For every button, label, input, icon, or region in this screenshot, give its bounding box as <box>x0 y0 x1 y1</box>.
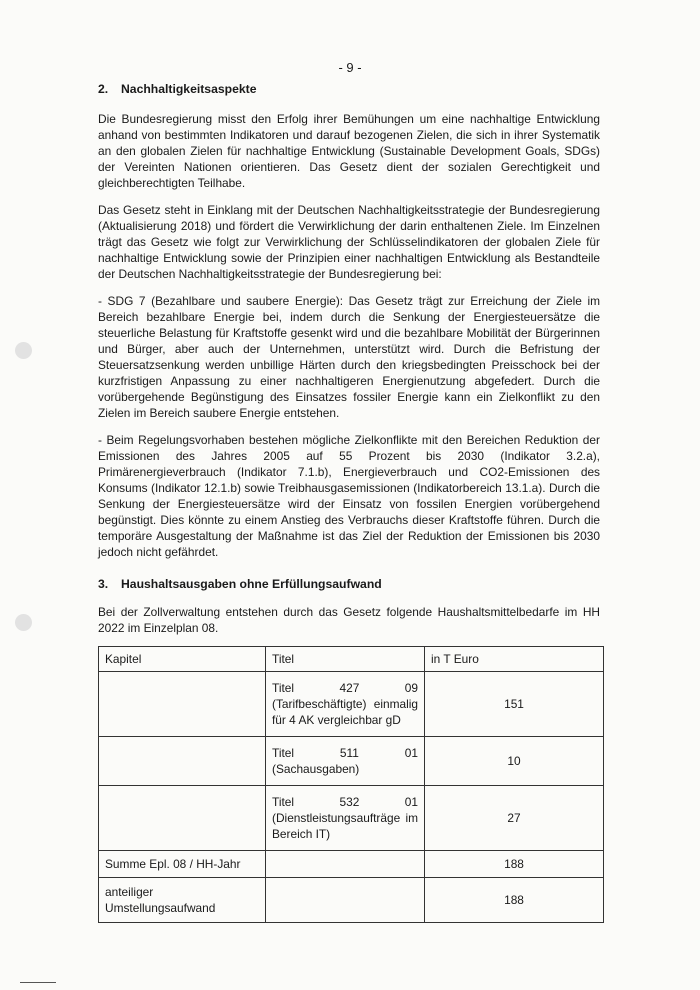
section-title: Haushaltsausgaben ohne Erfüllungsaufwand <box>121 577 382 591</box>
section-number: 3. <box>98 577 109 591</box>
cell-titel <box>266 878 425 923</box>
cell-titel <box>266 851 425 878</box>
paragraph: - SDG 7 (Bezahlbare und saubere Energie): Das Gesetz trägt zur Erreichung der Ziele im Bereich bezahlbare Energie bei, indem durch die Senkung der Energiesteuersätze die steuerliche Belastung für Kraftstoffe gesenkt wird und die bezahlbare Mobilität der Bürgerinnen und Bürger, aber auch der Unternehmen, unterstützt wird. Durch die Befristung der Steuersatzsenkung werden unbillige Härten durch den kriegsbedingten Preisschock bei der kurzfristigen Anpassung zu einer nachhaltigeren Energienutzung abgefedert. Durch die vorübergehende Begünstigung des Einsatzes fossiler Energie kann ein Zielkonflikt zu den Zielen im Bereich saubere Energie entstehen. <box>98 294 600 420</box>
paragraph: Bei der Zollverwaltung entstehen durch das Gesetz folgende Haushaltsmittelbedarfe im HH 2022 im Einzelplan 08. <box>98 605 600 635</box>
cell-kapitel <box>99 786 266 851</box>
cell-kapitel: anteiliger Umstellungsaufwand <box>99 878 266 923</box>
header-kapitel: Kapitel <box>99 647 266 672</box>
section-title: Nachhaltigkeitsaspekte <box>121 82 257 96</box>
cell-titel: Titel 427 09 (Tarifbeschäftigte) einmalig für 4 AK vergleichbar gD <box>266 672 425 737</box>
page-content <box>98 81 600 923</box>
table-row <box>99 878 604 923</box>
cell-kapitel <box>99 672 266 737</box>
cell-betrag: 27 <box>425 786 604 851</box>
section-number: 2. <box>98 82 109 96</box>
section-2-heading <box>98 81 600 97</box>
header-titel: Titel <box>266 647 425 672</box>
cell-betrag: 10 <box>425 737 604 786</box>
paragraph: Das Gesetz steht in Einklang mit der Deutschen Nachhaltigkeitsstrategie der Bundesregierung (Aktualisierung 2018) und fördert die Verwirklichung der darin enthaltenen Ziele. Im Einzelnen trägt das Gesetz wie folgt zur Verwirklichung der Schlüsselindikatoren der globalen Ziele für nachhaltige Entwicklung sowie der Prinzipien einer nachhaltigen Entwicklung als Bestandteile der Deutschen Nachhaltigkeitsstrategie der Bundesregierung bei: <box>98 203 600 281</box>
table-row <box>99 851 604 878</box>
table-header-row <box>99 647 604 672</box>
page-edge-line <box>20 982 56 983</box>
punch-hole-mark <box>15 342 32 359</box>
section-3-heading <box>98 576 600 592</box>
cell-kapitel <box>99 737 266 786</box>
table-row <box>99 786 604 851</box>
budget-table <box>98 646 604 923</box>
punch-hole-mark <box>15 614 32 631</box>
cell-titel: Titel 511 01 (Sachausgaben) <box>266 737 425 786</box>
paragraph: - Beim Regelungsvorhaben bestehen mögliche Zielkonflikte mit den Bereichen Reduktion der Emissionen des Jahres 2005 auf 55 Prozent bis 2030 (Indikator 3.2.a), Primärenergieverbrauch (Indikator 7.1.b), Energieverbrauch und CO2-Emissionen des Konsums (Indikator 12.1.b) sowie Treibhausgasemissionen (Indikatorbereich 13.1.a). Durch die Senkung der Energiesteuersätze wird der Einsatz von fossilen Energien vorübergehend begünstigt. Dies könnte zu einem Anstieg des Verbrauchs dieser Kraftstoffe führen. Durch die temporäre Ausgestaltung der Maßnahme ist das Ziel der Reduktion der Emissionen bis 2030 jedoch nicht gefährdet. <box>98 433 600 559</box>
cell-titel: Titel 532 01 (Dienstleistungsaufträge im Bereich IT) <box>266 786 425 851</box>
table-row <box>99 737 604 786</box>
table-row <box>99 672 604 737</box>
cell-betrag: 151 <box>425 672 604 737</box>
cell-betrag: 188 <box>425 851 604 878</box>
cell-betrag: 188 <box>425 878 604 923</box>
cell-kapitel: Summe Epl. 08 / HH-Jahr <box>99 851 266 878</box>
paragraph: Die Bundesregierung misst den Erfolg ihrer Bemühungen um eine nachhaltige Entwicklung anhand von bestimmten Indikatoren und darauf bezogenen Zielen, die sich in ihrer Systematik an den globalen Zielen für nachhaltige Entwicklung (Sustainable Development Goals, SDGs) der Vereinten Nationen orientieren. Das Gesetz dient der sozialen Gerechtigkeit und gleichberechtigten Teilhabe. <box>98 112 600 190</box>
header-betrag: in T Euro <box>425 647 604 672</box>
page-number: - 9 - <box>338 60 362 75</box>
